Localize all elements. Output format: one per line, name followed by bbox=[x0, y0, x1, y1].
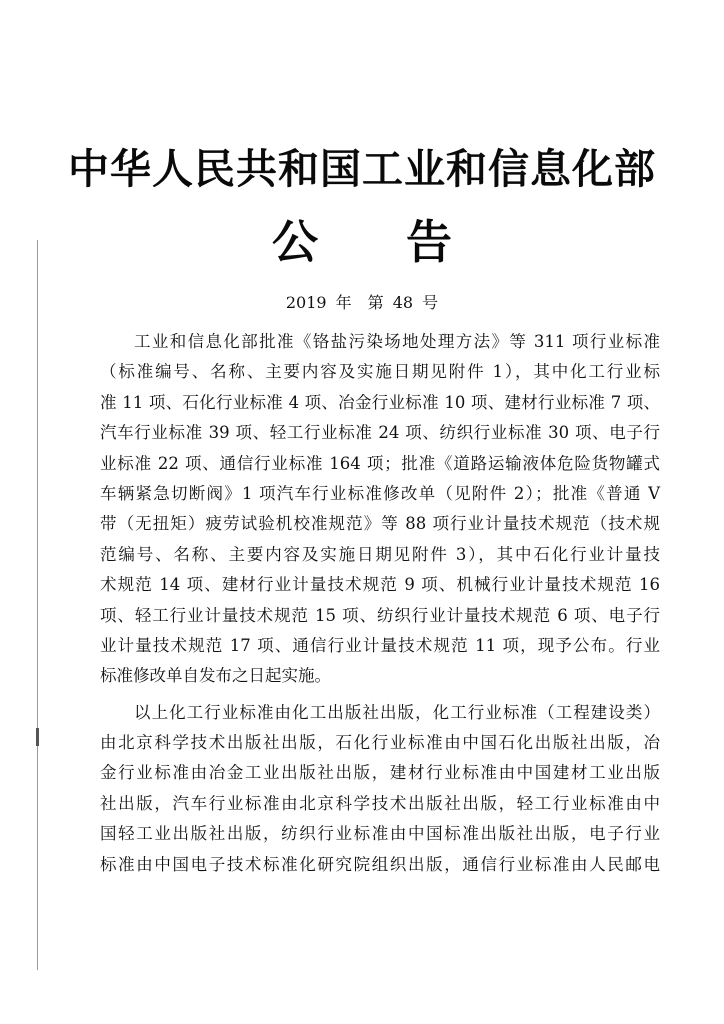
paragraph-1-line: （标准编号、名称、主要内容及实施日期见附件 1），其中化工行业标 bbox=[100, 362, 660, 382]
paragraph-1-line: 范编号、名称、主要内容及实施日期见附件 3），其中石化行业计量技 bbox=[100, 544, 660, 564]
paragraph-1-line: 业标准 22 项、通信行业标准 164 项；批准《道路运输液体危险货物罐式 bbox=[100, 453, 660, 473]
paragraph-2-line: 社出版，汽车行业标准由北京科学技术出版社出版，轻工行业标准由中 bbox=[100, 793, 660, 813]
announcement-body bbox=[100, 327, 660, 880]
paragraph-1-line: 准 11 项、石化行业标准 4 项、冶金行业标准 10 项、建材行业标准 7 项、 bbox=[100, 392, 660, 412]
ministry-title: 中华人民共和国工业和信息化部 bbox=[68, 145, 656, 193]
paragraph-1-line: 工业和信息化部批准《铬盐污染场地处理方法》等 311 项行业标准 bbox=[134, 332, 660, 351]
paragraph-2-line: 金行业标准由冶金工业出版社出版，建材行业标准由中国建材工业出版 bbox=[100, 763, 660, 783]
scan-edge-mark bbox=[36, 728, 39, 746]
paragraph-2-line: 由北京科学技术出版社出版，石化行业标准由中国石化出版社出版，冶 bbox=[100, 733, 660, 753]
paragraph-1-line: 带（无扭矩）疲劳试验机校准规范》等 88 项行业计量技术规范（技术规 bbox=[100, 514, 660, 534]
paragraph-2-line: 标准由中国电子技术标准化研究院组织出版，通信行业标准由人民邮电 bbox=[100, 854, 660, 874]
paragraph-1-line: 车辆紧急切断阀》1 项汽车行业标准修改单（见附件 2）；批准《普通 V bbox=[100, 483, 660, 503]
paragraph-1-line: 术规范 14 项、建材行业计量技术规范 9 项、机械行业计量技术规范 16 bbox=[100, 575, 660, 595]
announcement-heading: 公告 bbox=[272, 215, 540, 269]
paragraph-1-line: 项、轻工行业计量技术规范 15 项、纺织行业计量技术规范 6 项、电子行 bbox=[100, 605, 660, 625]
paragraph-1-line: 标准修改单自发布之日起实施。 bbox=[100, 666, 331, 686]
paragraph-2-line: 以上化工行业标准由化工出版社出版，化工行业标准（工程建设类） bbox=[134, 702, 660, 722]
paragraph-1-line: 业计量技术规范 17 项、通信行业计量技术规范 11 项，现予公布。行业 bbox=[100, 635, 660, 655]
scan-edge-line bbox=[37, 240, 38, 970]
paragraph-1-line: 汽车行业标准 39 项、轻工行业标准 24 项、纺织行业标准 30 项、电子行 bbox=[100, 423, 660, 443]
document-number: 2019 年 第 48 号 bbox=[285, 293, 439, 312]
paragraph-2-line: 国轻工业出版社出版，纺织行业标准由中国标准出版社出版，电子行业 bbox=[100, 824, 660, 844]
